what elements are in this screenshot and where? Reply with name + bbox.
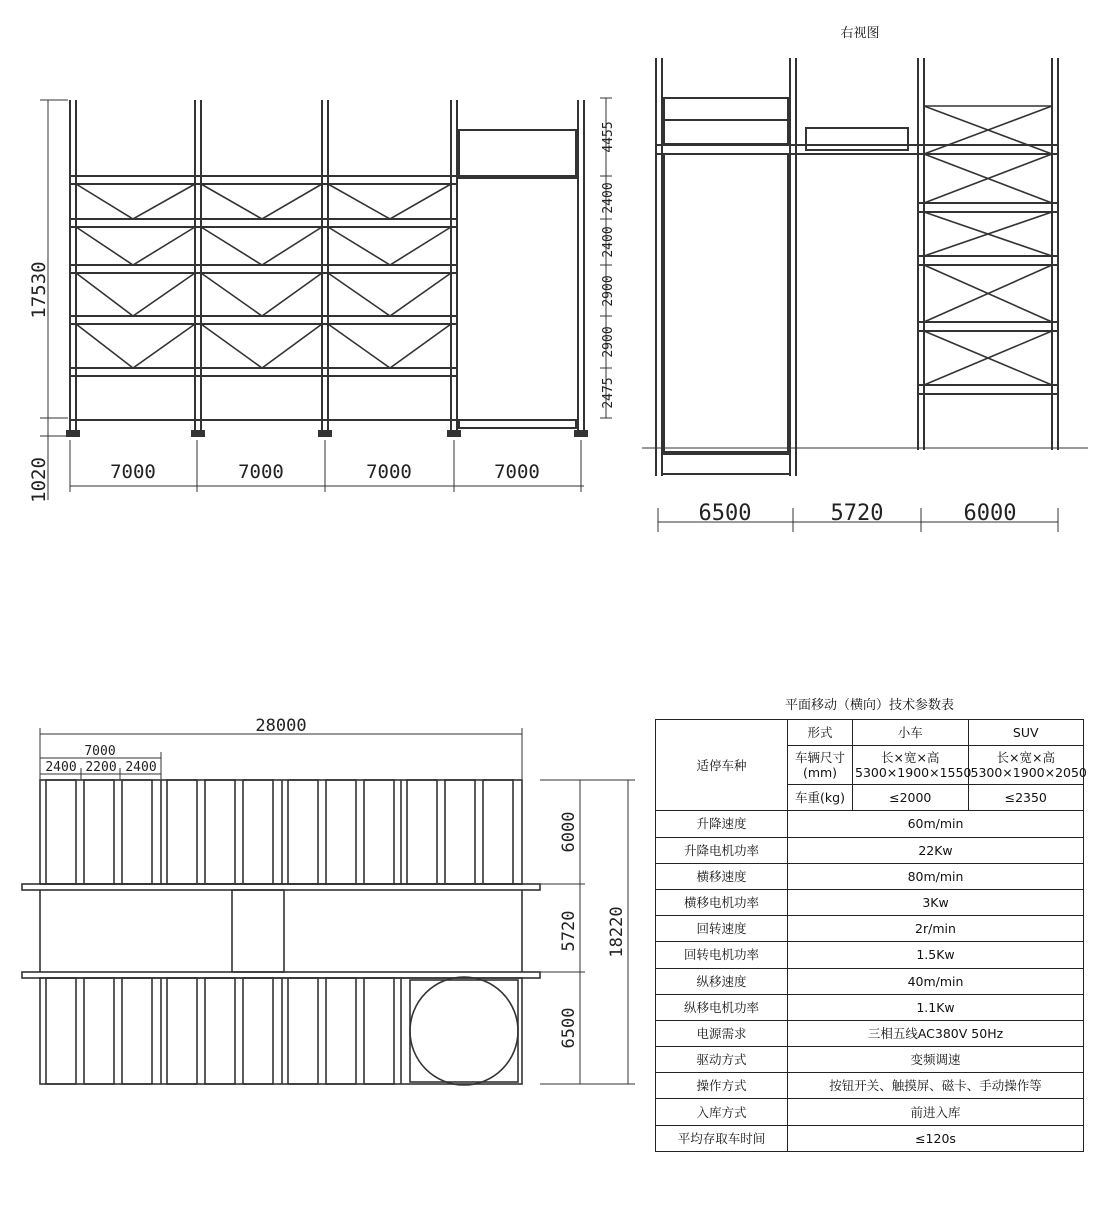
spec-label: 纵移电机功率 xyxy=(656,994,788,1020)
plan-space-width-3: 2400 xyxy=(125,760,157,775)
spec-label: 纵移速度 xyxy=(656,968,788,994)
spec-row xyxy=(656,1020,1084,1046)
plan-aisle xyxy=(22,884,540,978)
spec-label: 回转速度 xyxy=(656,916,788,942)
plan-row-width-2: 5720 xyxy=(559,910,579,952)
level-height-2: 2400 xyxy=(601,182,616,214)
spec-row xyxy=(656,1125,1084,1151)
side-view-title: 右视图 xyxy=(840,26,880,41)
spec-value: 前进入库 xyxy=(788,1099,1084,1125)
plan-bottom-row xyxy=(40,978,522,1084)
front-view-elevation xyxy=(28,98,616,503)
small-car-header: 小车 xyxy=(853,720,969,746)
plan-space-width-1: 2400 xyxy=(45,760,77,775)
level-height-3: 2400 xyxy=(601,226,616,258)
spec-row xyxy=(656,968,1084,994)
spec-label: 横移速度 xyxy=(656,863,788,889)
spec-value: ≤120s xyxy=(788,1125,1084,1151)
side-width-2: 5720 xyxy=(830,501,884,526)
suv-weight: ≤2350 xyxy=(968,785,1084,811)
base-height-label: 1020 xyxy=(28,457,50,503)
spec-value: 40m/min xyxy=(788,968,1084,994)
spec-label: 升降电机功率 xyxy=(656,837,788,863)
suv-size: 长×宽×高 5300×1900×2050 xyxy=(968,746,1084,785)
front-view-dimension-lines xyxy=(40,98,612,500)
small-car-size: 长×宽×高 5300×1900×1550 xyxy=(853,746,969,785)
overall-height-label: 17530 xyxy=(28,261,50,319)
front-view-columns xyxy=(70,100,584,436)
front-view-bracing xyxy=(76,184,451,368)
spec-value: 三相五线AC380V 50Hz xyxy=(788,1020,1084,1046)
column-spacing-4: 7000 xyxy=(494,461,540,483)
front-view-footings xyxy=(66,430,588,437)
side-view-elevation xyxy=(642,58,1088,532)
side-width-1: 6500 xyxy=(698,501,752,526)
plan-overall-length: 28000 xyxy=(255,716,307,736)
plan-row-width-1: 6000 xyxy=(559,811,579,853)
spec-label: 升降速度 xyxy=(656,811,788,837)
spec-table-caption: 平面移动（横向）技术参数表 xyxy=(784,698,954,713)
vehicle-type-label: 适停车种 xyxy=(656,720,788,811)
plan-top-row xyxy=(40,780,522,884)
front-view-decks xyxy=(70,176,457,420)
level-height-4: 2900 xyxy=(601,275,616,307)
spec-row xyxy=(656,1047,1084,1073)
spec-label: 操作方式 xyxy=(656,1073,788,1099)
spec-row xyxy=(656,837,1084,863)
spec-label: 入库方式 xyxy=(656,1099,788,1125)
spec-table xyxy=(655,719,1087,1152)
spec-label: 电源需求 xyxy=(656,1020,788,1046)
spec-value: 1.5Kw xyxy=(788,942,1084,968)
spec-row xyxy=(656,889,1084,915)
plan-space-width-2: 2200 xyxy=(85,760,117,775)
spec-label: 回转电机功率 xyxy=(656,942,788,968)
form-header: 形式 xyxy=(788,720,853,746)
plan-top-bays xyxy=(46,780,513,884)
vehicle-weight-label: 车重(kg) xyxy=(788,785,853,811)
column-spacing-2: 7000 xyxy=(238,461,284,483)
spec-row xyxy=(656,1073,1084,1099)
spec-label: 平均存取车时间 xyxy=(656,1125,788,1151)
plan-overall-width: 18220 xyxy=(607,906,627,958)
plan-row-width-3: 6500 xyxy=(559,1007,579,1049)
plan-view xyxy=(22,716,635,1085)
vehicle-size-label: 车辆尺寸 (mm) xyxy=(788,746,853,785)
plan-module-length: 7000 xyxy=(84,744,116,759)
spec-value: 80m/min xyxy=(788,863,1084,889)
level-height-5: 2900 xyxy=(601,326,616,358)
side-view-decks xyxy=(918,203,1058,394)
front-view-lift-shaft xyxy=(459,130,578,428)
column-spacing-1: 7000 xyxy=(110,461,156,483)
spec-row xyxy=(656,811,1084,837)
spec-value: 变频调速 xyxy=(788,1047,1084,1073)
spec-value: 按钮开关、触摸屏、磁卡、手动操作等 xyxy=(788,1073,1084,1099)
spec-value: 22Kw xyxy=(788,837,1084,863)
spec-row xyxy=(656,863,1084,889)
spec-value: 60m/min xyxy=(788,811,1084,837)
spec-row xyxy=(656,1099,1084,1125)
spec-value: 2r/min xyxy=(788,916,1084,942)
side-view-bracing xyxy=(924,106,1052,385)
side-width-3: 6000 xyxy=(963,501,1017,526)
spec-label: 横移电机功率 xyxy=(656,889,788,915)
spec-row xyxy=(656,994,1084,1020)
small-car-weight: ≤2000 xyxy=(853,785,969,811)
suv-header: SUV xyxy=(968,720,1084,746)
side-view-lift-car xyxy=(662,154,790,474)
level-height-1: 4455 xyxy=(601,121,616,153)
spec-row xyxy=(656,942,1084,968)
plan-dimension-lines xyxy=(40,728,635,1084)
level-height-6: 2475 xyxy=(601,377,616,409)
spec-label: 驱动方式 xyxy=(656,1047,788,1073)
spec-value: 1.1Kw xyxy=(788,994,1084,1020)
spec-value: 3Kw xyxy=(788,889,1084,915)
spec-row xyxy=(656,916,1084,942)
column-spacing-3: 7000 xyxy=(366,461,412,483)
